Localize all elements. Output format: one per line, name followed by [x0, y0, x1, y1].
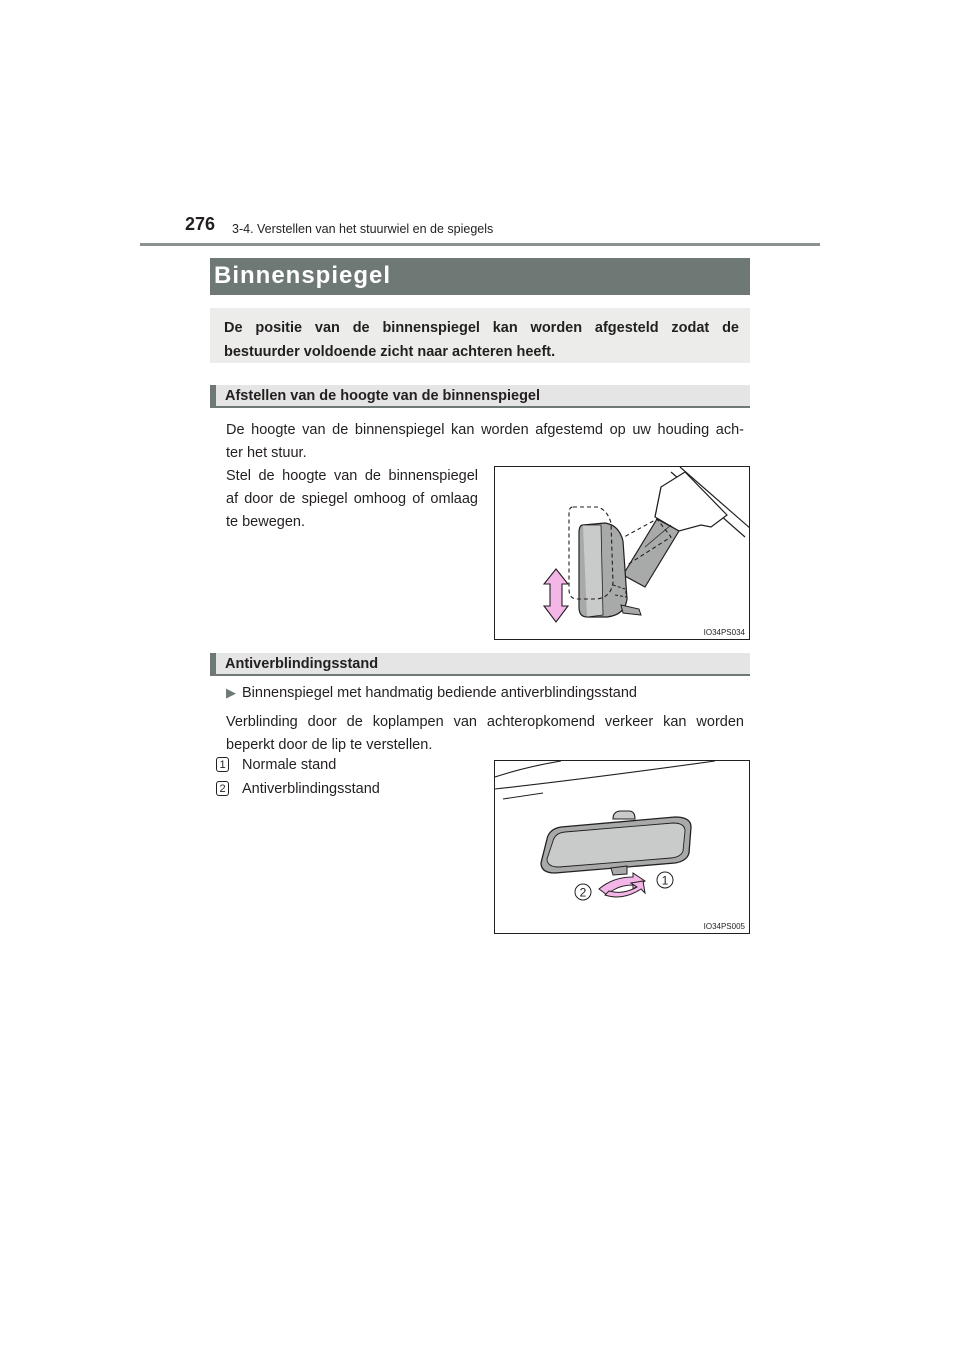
- figure-id-2: IO34PS005: [703, 922, 745, 931]
- item-label-1: Normale stand: [242, 757, 337, 773]
- height-instr-line-3: te bewegen.: [226, 514, 306, 530]
- item-label-2: Antiverblindingsstand: [242, 781, 380, 797]
- header-divider: [140, 243, 820, 246]
- intro-line-1: De positie van de binnenspiegel kan worden afgesteld zodat de: [224, 320, 739, 336]
- item-number-1: 1: [216, 757, 229, 772]
- subsection-heading-height: Afstellen van de hoogte van de binnenspiegel: [210, 385, 750, 408]
- up-down-arrow-icon: [544, 569, 568, 622]
- height-instr-line-2: af door de spiegel omhoog of omlaag: [226, 491, 478, 507]
- item-number-2: 2: [216, 781, 229, 796]
- height-instr-line-1: Stel de hoogte van de binnenspiegel: [226, 468, 478, 484]
- antiglare-text-line-2: beperkt door de lip te verstellen.: [226, 737, 433, 753]
- antiglare-bullet: Binnenspiegel met handmatig bediende antiverblindingsstand: [242, 685, 637, 701]
- height-text-line-2: ter het stuur.: [226, 445, 307, 461]
- antiglare-figure: [494, 760, 750, 934]
- chapter-title: 3-4. Verstellen van het stuurwiel en de spiegels: [232, 222, 494, 236]
- page-number: 276: [185, 214, 216, 234]
- antiglare-mirror-illustration: [495, 761, 750, 934]
- mirror-height-figure: [494, 466, 750, 640]
- bullet-arrow-icon: ▶: [226, 685, 236, 700]
- subsection-heading-antiglare: Antiverblindingsstand: [210, 653, 750, 676]
- mirror-height-illustration: [495, 467, 750, 640]
- figure-id-1: IO34PS034: [703, 628, 745, 637]
- svg-text:2: 2: [579, 885, 587, 900]
- height-text-line-1: De hoogte van de binnenspiegel kan worden afgestemd op uw houding ach-: [226, 422, 744, 438]
- antiglare-text-line-1: Verblinding door de koplampen van achteropkomend verkeer kan worden: [226, 714, 744, 730]
- intro-line-2: bestuurder voldoende zicht naar achteren heeft.: [224, 344, 556, 360]
- svg-text:1: 1: [661, 873, 669, 888]
- section-title: Binnenspiegel: [210, 258, 750, 295]
- intro-box: [210, 308, 750, 363]
